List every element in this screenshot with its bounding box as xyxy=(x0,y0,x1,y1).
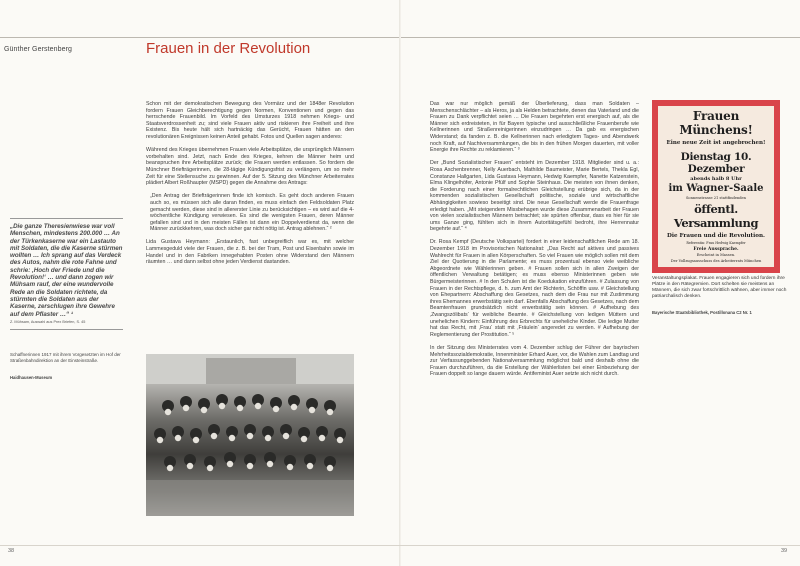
quote-source: Z. Mühsam, Auswahl aus Prex Briefen, S. 45 xyxy=(10,319,86,324)
photo-caption: Schaffnerinnen 1917 mit ihrem Vorgesetzten im Hof der Straßenbahndirektion an der Einsteinstraße. xyxy=(10,352,121,363)
footer-rule xyxy=(0,545,800,546)
page-number-left: 38 xyxy=(8,548,15,554)
sidebar-quote xyxy=(10,218,123,330)
page-gutter xyxy=(399,0,401,566)
poster-time: abends halb 8 Uhr xyxy=(690,176,742,182)
poster-venue: im Wagner-Saale xyxy=(668,183,764,194)
poster-address: Sonnenstrasse 21 stattfindenden xyxy=(685,196,747,200)
left-paragraph: „Den Antrag der Briefträgerinnen finde ich komisch. Es geht doch anderen Frauen auch so, es müssen sich alle daran finden, es muss einfach den Feldsoldaten Platz gemacht werden, diese sind in allererster Linie zu berücksichtigen – es wird auf die 4-wöchentliche Kündigung verwiesen. Es sind die wenigsten Frauen, deren Männer gefallen sind und in den meisten Fällen ist dann ein Doppelverdienst da, wenn die Männer zurückkehren, was doch sicher gar nicht nötig ist. Antrag ablehnen.“ ² xyxy=(150,193,354,233)
article-title: Frauen in der Revolution xyxy=(146,40,311,57)
right-paragraph: In der Sitzung des Ministerrates vom 4. Dezember schlug der Führer der bayrischen Mehrheitssozialdemokratie, Innenminister Erhard Auer, vor, die Wahlen zum Landtag und zur Verfassunggebenden Nationalversammlung möglichst bald und deshalb ohne die Frauen durchzuführen, da die Erstellung der Wählerlisten bei einer Einbeziehung der Frauen doppelt so lange dauern würde. Antifeminist Auer setzte sich nicht durch. xyxy=(430,344,639,378)
event-poster xyxy=(652,100,780,273)
poster-discussion: Freie Aussprache. xyxy=(693,247,739,252)
poster-headline: Frauen Münchens! xyxy=(679,109,753,137)
right-paragraph: Der „Bund Sozialistischer Frauen“ entsteht im Dezember 1918. Mitglieder sind u. a.: Rosa Aschenbrenner, Nelly Auerbach, Mathilde Baumeister, Marie Bertels, Thekla Egl, Constanze Hallgarten, Lida Gustava Heymann, Hedwig Kaempfer, Nanette Katzenstein, Elma Klingelhöfer, Antonie Pfülf und Sophie Steinhaus. Die meisten von ihnen denken, die Forderung nach einer formalrechtlichen Gleichstellung erübrige sich, da in der kommenden sozialistischen Gesellschaft politische, soziale und wirtschaftliche Abhängigkeiten sowieso beseitigt sind. Die neue Gesellschaft werde die Frauenfrage erledigt haben. „Mit steigendem Missbehagen wurde diese Zusammenarbeit der Frauen von vielen sozialistischen Männern betrachtet; sie spürten offenbar, dass es hier für sie ums Ganze ging, fühlten sich in ihrem Autoritätsgefühl bedroht, ihre Herrennatur begehrte auf.“ ⁴ xyxy=(430,160,639,233)
poster-caption: Veranstaltungsplakat. Frauen engagieren sich und fordern ihre Plätze in den Rätegremien. Dort schelten sie meistens an Männern, die sich zwar fortschrittlich wähnen, aber immer noch patriarchalisch denken. xyxy=(652,276,787,299)
poster-sheet xyxy=(658,106,774,267)
left-paragraph: Schon mit der demokratischen Bewegung des Vormärz und der 1848er Revolution fordern Frauen Gleichberechtigung gegen Normen, Konventionen und gegen das herrschende Frauenbild. Im Vorfeld des Umsturzes 1918 nehmen Kriegs- und Staatsverdrossenheit zu; sind viele Frauen aktiv und riskieren ihre Freiheit und ihre Existenz. Bis heute hält sich hartnäckig das Gerücht, Frauen hätten an den revolutionären Ereignissen keinen Anteil gehabt. Fotos und Quellen sagen anderes: xyxy=(146,101,354,140)
poster-call: Erscheint in Massen. xyxy=(696,253,736,257)
left-text-column xyxy=(146,101,354,272)
poster-event: öffentl. Versammlung xyxy=(673,202,759,230)
quote-text: „Die ganze Theresienwiese war voll Menschen, mindestens 200.000 … An der Türkenkaserne war ein Lastauto mit Soldaten, die die Kaserne stürmen wollten … Ich sprang auf das Verdeck des Autos, nahm die rote Fahne und schrie: ‚Hoch der Friede und die Revolution!‘ … und dann zogen wir Mühsam rauf, der eine wundervolle Rede an die Soldaten richtete, da stürmten die Soldaten aus der Kaserne, zerschlugen ihre Gewehre auf dem Pflaster …“ ¹ xyxy=(10,223,123,318)
photo-credit: Haidhausen-Museum xyxy=(10,375,53,380)
poster-topic: Die Frauen und die Revolution. xyxy=(667,233,765,239)
historical-group-photo xyxy=(146,354,354,516)
poster-credit: Bayerische Staatsbibliothek, Postillonana C2 Nr. 1 xyxy=(652,310,752,315)
photo-image xyxy=(146,354,354,516)
right-text-column xyxy=(430,101,639,385)
poster-date: Dienstag 10. Dezember xyxy=(680,151,752,175)
left-paragraph: Lida Gustava Heymann: „Erstaunlich, fast unbegreiflich war es, mit welcher Lammesgeduld viele der Frauen, die z. B. bei der Tram, Post und Eisenbahn sowie im Handel und in den Fabriken innegehabten Posten ohne Widerstand den Männern räumten … und dann selbst ohne jeden Verdienst dastanden. xyxy=(146,239,354,266)
page-number-right: 39 xyxy=(781,548,788,554)
poster-line: Eine neue Zeit ist angebrochen! xyxy=(666,140,766,146)
author-name: Günther Gerstenberg xyxy=(4,46,73,53)
poster-organizer: Der Vollzugsausschuss des Arbeiterrats München xyxy=(670,259,762,263)
right-paragraph: Dr. Rosa Kempf (Deutsche Volkspartei) fordert in einer leidenschaftlichen Rede am 18. Dezember 1918 im Provisorischen Nationalrat: „Das Recht auf aktives und passives Wahlrecht für Frauen in allen Körperschaften. So viel Frauen wie möglich sollen mit dem Ziel der Quotierung in die Parlamente; es muss prozentual ebenso viele weibliche Abgeordnete wie Wählerinnen geben. # Frauen sollen sich in allen Zweigen der öffentlichen Verwaltung betätigen; es muss ebenso Ministerinnen geben wie Bürgermeisterinnen. # In den Schulen ist die Koedukation einzuführen. # Zulassung von Frauen in der Rechtspflege, d. h. zum Amt der Richterin, Schöffin usw. # Gleichstellung von Ehepartnern: Abschaffung des Gesetzes, nach dem die Frau nur mit Zustimmung ihres Ehemannes erwerbstätig sein darf. Ebenfalls Abschaffung des Gesetzes, nach dem Beamtenfrauen grundsätzlich nicht erwerbstätig sein können. # Aufhebung des ‚Zwangszölibats‘ für weibliche Beamte. # Gleichstellung von ledigen Müttern und unehelichen Kindern: Einführung des Erbrechts für uneheliche Kinder. Die ledige Mutter hat das Recht, mit ‚Frau‘ statt mit ‚Fräulein‘ angeredet zu werden. # Aufhebung der Reglementierung der Prostitution.“ ⁵ xyxy=(430,239,639,338)
poster-speaker: Referentin: Frau Hedwig Kaempfer xyxy=(686,241,746,245)
left-paragraph: Während des Krieges übernehmen Frauen viele Arbeitsplätze, die ursprünglich Männern vorbehalten sind. Jetzt, nach Ende des Krieges, kehren die Männer heim und beanspruchen ihre Arbeitsplätze zurück; die Frauen werden entlassen. So fordern die Münchner Briefträgerinnen, die 28-tägige Kündigungsfrist zu verlängern, um so mehr Zeit für eine Stellensuche zu gewinnen. Auf der 5. Sitzung des Münchner Arbeiterrates plädiert Albert Roßhaupter (MSPD) gegen die Annahme des Antrags: xyxy=(146,147,354,187)
right-paragraph: Das war nur möglich gemäß der Überlieferung, dass man Soldaten – Menschenschlächter – als Heros, ja als Helden betrachtete, denen das Vaterland und die Frauen zu Dank verpflichtet seien … Die Frauen begehrten erst energisch auf, als die Männer sich erdreisteten, in für Bayern typische und ausschließliche Frauenberufe wie Kellnerinnen und Straßenreinigerinnen einzudringen … Da gab es energischen Widerstand; da fanden z. B. die Kellnerinnen nach erledigtem Tages- und Abendwerk noch Kraft, auf Nachtversammlungen, die bis in den frühen Morgen dauerten, mit voller Energie ihre Rechte zu reklamieren.“ ³ xyxy=(430,101,639,154)
